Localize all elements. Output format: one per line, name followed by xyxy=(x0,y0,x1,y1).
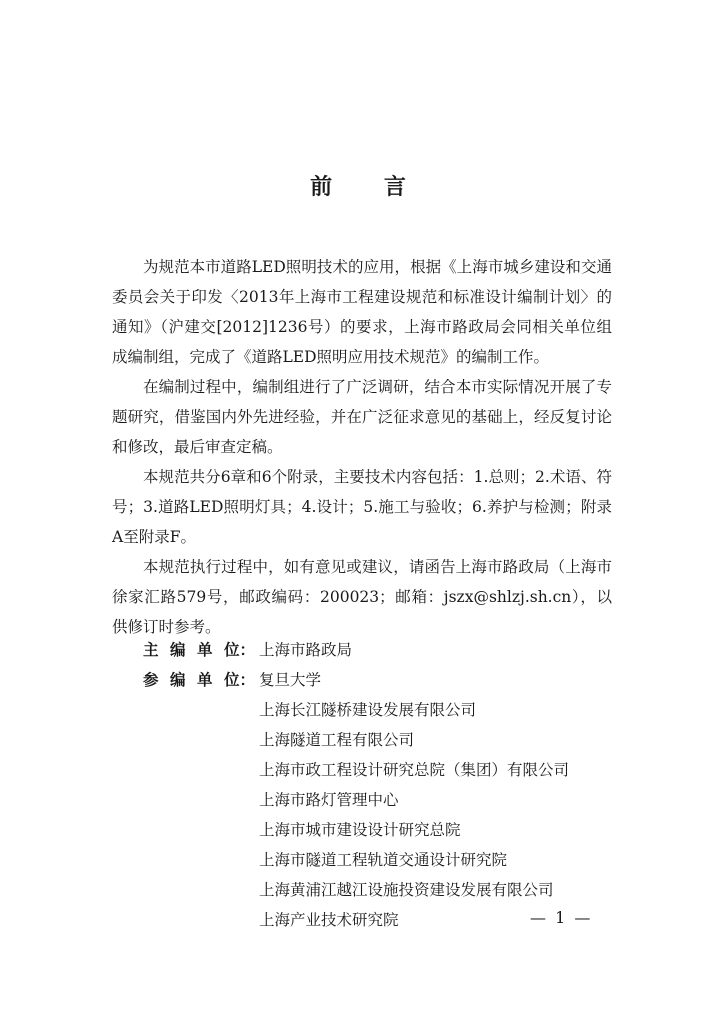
list-item: 上海长江隧桥建设发展有限公司 xyxy=(259,701,477,719)
list-item: 上海产业技术研究院 xyxy=(259,911,399,929)
editor-units xyxy=(143,635,623,935)
participating-org-first: 复旦大学 xyxy=(259,671,322,689)
label-char: 编 xyxy=(169,641,186,659)
paragraph-feedback: 本规范执行过程中，如有意见或建议，请函告上海市路政局（上海市徐家汇路579号，邮政编码：200023；邮箱：jszx@shlzj.sh.cn），以供修订时参考。 xyxy=(112,558,612,636)
preface-body xyxy=(112,252,612,642)
chief-editor-row xyxy=(143,635,623,665)
list-item: 上海市城市建设设计研究总院 xyxy=(259,821,461,839)
chief-editor-label xyxy=(143,635,259,665)
list-item: 上海市政工程设计研究总院（集团）有限公司 xyxy=(259,761,570,779)
paragraph-background: 为规范本市道路LED照明技术的应用，根据《上海市城乡建设和交通委员会关于印发〈2013年上海市工程建设规范和标准设计编制计划〉的通知》（沪建交[2012]1236号）的要求，上海市路政局会同相关单位组成编制组，完成了《道路LED照明应用技术规范》的编制工作。 xyxy=(112,258,612,366)
label-char: 单 xyxy=(196,641,213,659)
chief-editor-org: 上海市路政局 xyxy=(259,641,353,659)
label-char: 主 xyxy=(143,641,159,659)
list-item: 上海隧道工程有限公司 xyxy=(259,731,415,749)
paragraph-contents: 本规范共分6章和6个附录，主要技术内容包括：1.总则；2.术语、符号；3.道路LED照明灯具；4.设计；5.施工与验收；6.养护与检测；附录A至附录F。 xyxy=(112,468,612,546)
list-item: 上海市隧道工程轨道交通设计研究院 xyxy=(259,851,508,869)
list-item: 上海黄浦江越江设施投资建设发展有限公司 xyxy=(259,881,554,899)
participating-editor-label xyxy=(143,665,259,695)
label-char: 参 xyxy=(143,671,159,689)
participating-org-list xyxy=(143,695,623,935)
paragraph-process: 在编制过程中，编制组进行了广泛调研，结合本市实际情况开展了专题研究，借鉴国内外先进经验，并在广泛征求意见的基础上，经反复讨论和修改，最后审查定稿。 xyxy=(112,378,612,456)
page-number: — 1 — xyxy=(530,908,593,927)
label-char: 位： xyxy=(223,671,255,689)
label-char: 位： xyxy=(223,641,255,659)
label-char: 编 xyxy=(169,671,186,689)
list-item: 上海市路灯管理中心 xyxy=(259,791,399,809)
page-title: 前 言 xyxy=(310,175,428,200)
participating-editor-row xyxy=(143,665,623,695)
label-char: 单 xyxy=(196,671,213,689)
